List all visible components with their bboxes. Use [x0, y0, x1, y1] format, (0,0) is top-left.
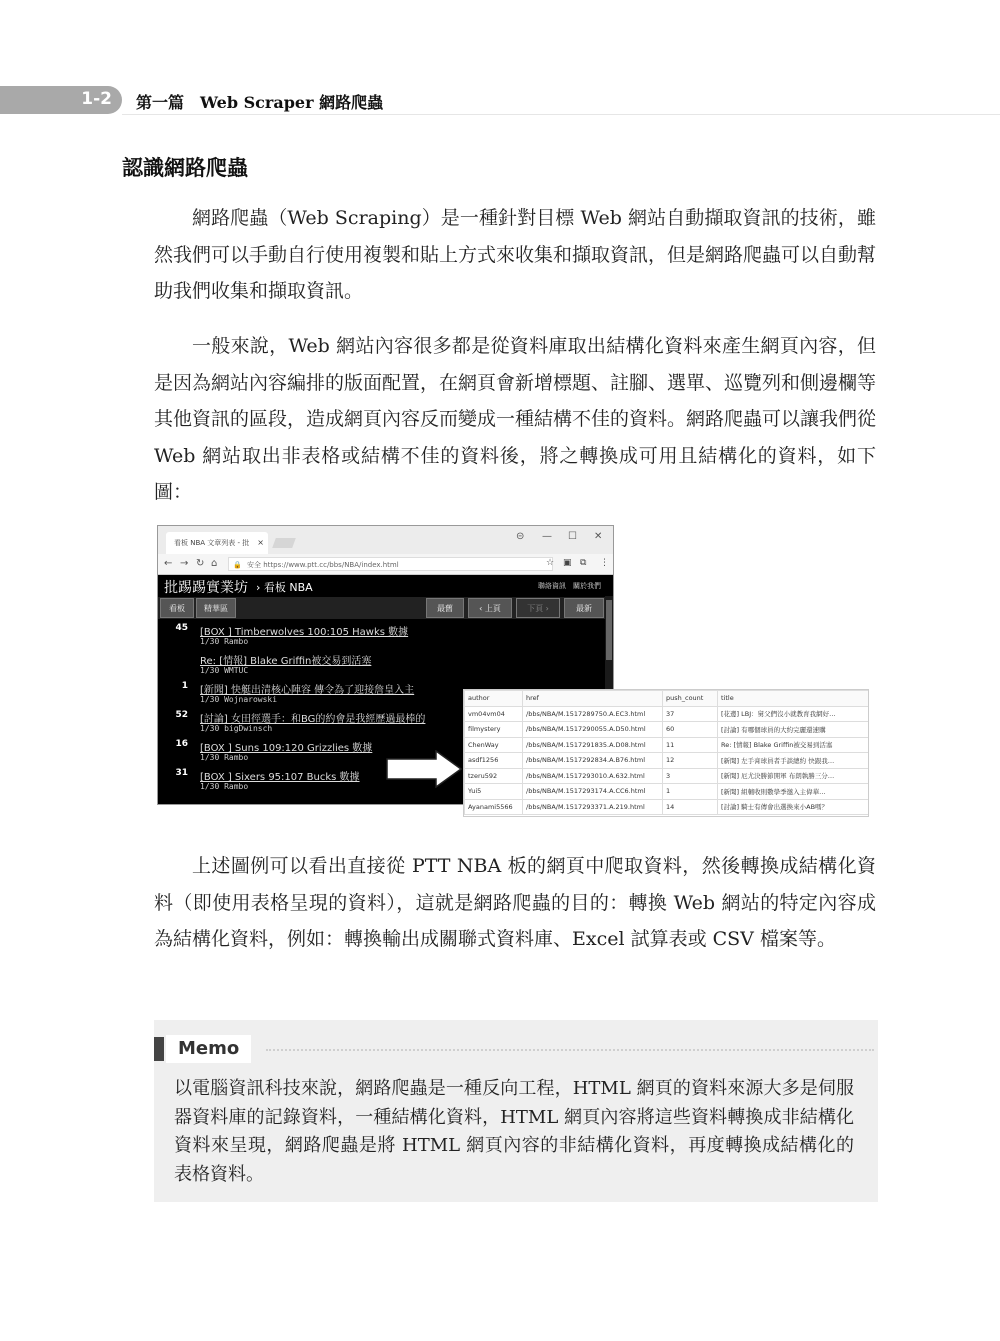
table-cell: tzeru592 — [465, 768, 523, 784]
memo-divider — [266, 1049, 874, 1051]
push-count: 45 — [175, 623, 188, 633]
newest-button[interactable]: 最新 — [564, 598, 604, 618]
table-cell: 3 — [663, 768, 718, 784]
post-title-link[interactable]: [討論] 女田徑選手：和BG的約會是我經歷過最棒的 — [200, 714, 426, 725]
arrow-right-icon — [386, 750, 462, 788]
ptt-header — [158, 575, 613, 597]
table-cell: vm04vm04 — [465, 706, 523, 722]
table-cell: Yui5 — [465, 784, 523, 800]
column-header: push_count — [663, 691, 718, 707]
table-cell: [花邊] LBJ：舅父們沒小就教育我網好… — [718, 706, 869, 722]
push-count: 31 — [175, 768, 188, 778]
scrollbar-thumb[interactable] — [606, 600, 612, 660]
url-text: https://www.ptt.cc/bbs/NBA/index.html — [263, 561, 399, 569]
figure-scraping-example — [157, 525, 869, 817]
list-item[interactable] — [158, 623, 608, 652]
table-cell: /bbs/NBA/M.1517293371.A.219.html — [523, 799, 663, 815]
post-title-link[interactable]: [BOX ] Timberwolves 100:105 Hawks 數據 — [200, 627, 409, 638]
table-cell: [新聞] 厄尤決勝節開軍 布朗執勝三分… — [718, 768, 869, 784]
board-label[interactable]: › 看板 NBA — [256, 581, 313, 594]
ptt-action-bar — [158, 597, 613, 619]
running-header — [0, 86, 1000, 116]
menu-icon[interactable]: ⋮ — [600, 558, 609, 568]
minimize-icon[interactable]: — — [542, 531, 552, 542]
close-icon[interactable]: × — [257, 538, 264, 547]
page-number: 1-2 — [81, 89, 112, 109]
table-cell: /bbs/NBA/M.1517293010.A.632.html — [523, 768, 663, 784]
back-icon[interactable]: ← — [164, 558, 173, 569]
extension-icon[interactable]: ▣ — [563, 558, 572, 568]
table-cell: [討論] 騎士有傳會出選換來小AB嗎？ — [718, 799, 869, 815]
post-title-link[interactable]: Re: [情報] Blake Griffin被交易到活塞 — [200, 656, 372, 667]
tab-board[interactable]: 看板 — [160, 598, 194, 618]
header-rule — [122, 114, 1000, 115]
home-icon[interactable]: ⌂ — [211, 558, 218, 569]
push-count: 16 — [175, 739, 188, 749]
post-meta: 1/30 bigDwinsch — [200, 724, 273, 733]
table-cell: 37 — [663, 706, 718, 722]
column-header: title — [718, 691, 869, 707]
memo-label: Memo — [166, 1035, 251, 1063]
table-cell: Re: [情報] Blake Griffin被交易到活塞 — [718, 737, 869, 753]
browser-tab-bar — [158, 526, 613, 554]
url-input[interactable] — [228, 557, 553, 571]
ptt-logo[interactable]: 批踢踢實業坊 — [164, 580, 248, 596]
memo-marker — [154, 1037, 164, 1061]
column-header: author — [465, 691, 523, 707]
star-icon[interactable]: ☆ — [546, 558, 555, 568]
table-cell: [討論] 有哪個球員的大約完麗還速購 — [718, 722, 869, 738]
window-close-icon[interactable]: ✕ — [594, 531, 603, 542]
account-icon[interactable]: ⊝ — [516, 531, 525, 542]
table-cell: filmystery — [465, 722, 523, 738]
table-cell: [新聞] 左手膏球員者手談總約 快跟我… — [718, 753, 869, 769]
chapter-title: 第一篇 Web Scraper 網路爬蟲 — [136, 93, 384, 112]
next-page-button[interactable]: 下頁 › — [516, 598, 560, 618]
memo-box — [154, 1020, 878, 1202]
paragraph-3: 上述圖例可以看出直接從 PTT NBA 板的網頁中爬取資料，然後轉換成結構化資料（即使用表格呈現的資料），這就是網路爬蟲的目的：轉換 Web 網站的特定內容成為結構化資料，例如：轉換輸出成關聯式資料庫、Excel 試算表或 CSV 檔案等。 — [154, 855, 876, 950]
table-cell: /bbs/NBA/M.1517290055.A.D50.html — [523, 722, 663, 738]
browser-tab[interactable] — [166, 532, 268, 554]
table-row — [465, 706, 869, 722]
post-meta: 1/30 Wojnarowski — [200, 695, 278, 704]
table-cell: /bbs/NBA/M.1517293174.A.CC6.html — [523, 784, 663, 800]
address-bar — [158, 554, 613, 575]
table-row — [465, 768, 869, 784]
push-count: 52 — [175, 710, 188, 720]
table-row — [465, 722, 869, 738]
table-row — [465, 784, 869, 800]
dataframe-table — [463, 689, 869, 817]
section-title: 認識網路爬蟲 — [122, 156, 248, 180]
column-header: href — [523, 691, 663, 707]
push-count: 1 — [181, 681, 188, 691]
post-title-link[interactable]: [BOX ] Sixers 95:107 Bucks 數據 — [200, 772, 360, 783]
forward-icon[interactable]: → — [180, 558, 189, 569]
post-title-link[interactable]: [BOX ] Suns 109:120 Grizzlies 數據 — [200, 743, 373, 754]
post-title-link[interactable]: [新聞] 快艇出清核心陣容 傳令為了迎接詹皇入主 — [200, 685, 415, 696]
table-row — [465, 753, 869, 769]
table-cell: Ayanami5566 — [465, 799, 523, 815]
paragraph-2: 一般來說，Web 網站內容很多都是從資料庫取出結構化資料來產生網頁內容，但是因為網站內容編排的版面配置，在網頁會新增標題、註腳、選單、巡覽列和側邊欄等其他資訊的區段，造成網頁內容反而變成一種結構不佳的資料。網路爬蟲可以讓我們從 Web 網站取出非表格或結構不佳的資料後，將之轉換成可用且結構化的資料，如下圖： — [154, 335, 877, 503]
translate-icon[interactable]: ⧉ — [580, 558, 587, 568]
list-item[interactable] — [158, 652, 608, 681]
memo-text: 以電腦資訊科技來說，網路爬蟲是一種反向工程，HTML 網頁的資料來源大多是伺服器資料庫的記錄資料，一種結構化資料，HTML 網頁內容將這些資料轉換成非結構化資料來呈現，網路爬蟲是將 HTML 網頁內容的非結構化資料，再度轉換成結構化的表格資料。 — [174, 1078, 854, 1185]
reload-icon[interactable]: ↻ — [196, 558, 205, 569]
oldest-button[interactable]: 最舊 — [426, 598, 464, 618]
tab-title: 看板 NBA 文章列表 - 批 — [174, 539, 250, 547]
table-cell: /bbs/NBA/M.1517291835.A.D08.html — [523, 737, 663, 753]
table-row — [465, 799, 869, 815]
table-cell: asdf1256 — [465, 753, 523, 769]
table-cell: ChenWay — [465, 737, 523, 753]
table-cell: /bbs/NBA/M.1517292834.A.B76.html — [523, 753, 663, 769]
table-cell: 11 — [663, 737, 718, 753]
lock-icon: 🔒 — [233, 561, 242, 569]
table-cell: [新聞] 組輔收則數學季邀入主偉華… — [718, 784, 869, 800]
header-links[interactable]: 聯絡資訊 關於我們 — [538, 582, 601, 590]
page-number-tab — [0, 86, 122, 114]
url-secure-label: 安全 — [247, 561, 261, 569]
prev-page-button[interactable]: ‹ 上頁 — [468, 598, 512, 618]
post-meta: 1/30 Rambo — [200, 753, 249, 762]
tab-digest[interactable]: 精華區 — [196, 598, 236, 618]
post-meta: 1/30 WMTUC — [200, 666, 249, 675]
table-cell: 60 — [663, 722, 718, 738]
paragraph-1: 網路爬蟲（Web Scraping）是一種針對目標 Web 網站自動擷取資訊的技術，雖然我們可以手動自行使用複製和貼上方式來收集和擷取資訊，但是網路爬蟲可以自動幫助我們收集和擷取資訊。 — [154, 207, 877, 302]
maximize-icon[interactable]: ☐ — [568, 531, 577, 542]
new-tab-button[interactable] — [272, 538, 296, 548]
table-cell: 14 — [663, 799, 718, 815]
post-meta: 1/30 Rambo — [200, 637, 249, 646]
table-cell: /bbs/NBA/M.1517289750.A.EC3.html — [523, 706, 663, 722]
table-cell: 12 — [663, 753, 718, 769]
table-cell: 1 — [663, 784, 718, 800]
table-row — [465, 737, 869, 753]
post-meta: 1/30 Rambo — [200, 782, 249, 791]
table-header-row — [465, 691, 869, 707]
